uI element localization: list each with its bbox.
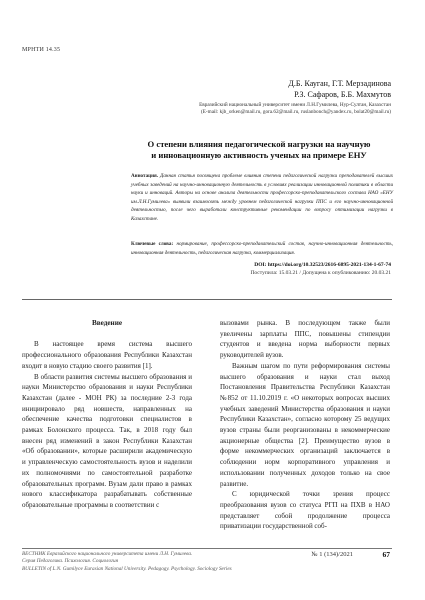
body-column-left xyxy=(22,318,192,511)
udc-code: МРНТИ 14.35 xyxy=(22,47,61,53)
abstract xyxy=(131,172,393,224)
page-number: 67 xyxy=(382,550,390,559)
submission-dates: Поступила: 15.03.21 / Допущена к опубликованию: 20.03.21 xyxy=(250,270,391,276)
article-title xyxy=(128,139,390,160)
paragraph: вызовами рынка. В последующем также были увеличены зарплаты ППС, повышены стипендии студентов и введена норма выборности первых руководителей вузов. xyxy=(220,319,390,360)
footer-divider xyxy=(22,548,392,549)
section-heading-introduction: Введение xyxy=(91,319,123,327)
abstract-label: Аннотация. xyxy=(131,173,159,179)
keywords-text: нормирование, профессорско-преподавательский состав, научно-инновационная деятельность, инновационная деятельность, педагогическая нагрузка, коммерциализация. xyxy=(131,241,393,256)
paragraph: В настоящее время система высшего профессионального образования Республики Казахстан входит в новую стадию своего развития [1]. xyxy=(22,340,192,370)
journal-line-3: BULLETIN of L.N. Gumilyov Eurasian National University. Pedagogy. Psychology. Sociology Series xyxy=(22,565,232,572)
affiliation xyxy=(175,102,391,116)
issue-number: № 1 (134)/2021 xyxy=(311,551,353,558)
authors-line-1: Д.Б. Кауган, Г.Т. Мерзадинова xyxy=(288,79,391,88)
abstract-text: Данная статья посвящена проблеме влияния степени педагогической нагрузки преподавателей высших учебных заведений на научно-инновационную деятельность в условиях реализации инновационной политики в области науки и инноваций. Авторы на основе анализа деятельности профессорско-преподавательского состава НАО «ЕНУ им.Л.Н.Гумилева» выявили взаимосвязь между уровнем педагогической нагрузки ППС и его научно-инновационной деятельностью, после чего выработали конструктивные рекомендации по вопросу оптимизации нагрузки в Казахстане. xyxy=(131,173,393,222)
paragraph: Важным шагом по пути реформирования системы высшего образования и науки стал выход Постановления Правительства Республики Казахстан №852 от 11.10.2019 г. «О некоторых вопросах высших учебных заведений Министерства образования и науки Республики Казахстан», согласно которому 25 ведущих вузов страны были реорганизованы в некоммерческие акционерные общества [2]. Преимущество вузов в форме некоммерческих организаций заключается в соблюдении норм корпоративного управления и использовании полученных доходов только на свое развитие. xyxy=(220,361,390,488)
journal-line-2: Серия Педагогика. Психология. Социология xyxy=(22,558,119,565)
keywords xyxy=(131,240,393,257)
author-list xyxy=(288,79,391,100)
affiliation-line-2: (E-mail: kjb_orken@mail.ru, gora.62@mail.ru, ruslanbonch@yandex.ru, bolat20@mail.ru) xyxy=(201,109,391,116)
journal-name xyxy=(22,551,232,573)
title-line-1: О степени влияния педагогической нагрузки на научную xyxy=(147,139,371,149)
paragraph: В области развития системы высшего образования и науки Министерство образования и науки Республики Казахстан (далее - МОН РК) за последние 2-3 года инициировало ряд новшеств, направленных на обеспечение качества подготовки специалистов в рамках Болонского процесса. Так, в 2018 году был внесен ряд изменений в закон Республики Казахстан «Об образовании», которые расширили академическую и управленческую самостоятельность вузов и наделили их полномочиями по самостоятельной разработке образовательных программ. Вузам дали право в рамках нового классификатора разрабатывать собственные образовательные программы в соответствии с xyxy=(22,372,192,509)
journal-line-1: ВЕСТНИК Евразийского национального университета имени Л.Н. Гумилева. xyxy=(22,551,193,557)
body-column-right xyxy=(220,318,390,532)
keywords-label: Ключевые слова: xyxy=(131,241,174,247)
paragraph: С юридической точки зрения процесс преобразования вузов со статуса РГП на ПХВ в НАО представляет собой продолжение процесса приватизации государственной соб- xyxy=(220,490,390,531)
authors-line-2: Р.З. Сафаров, Б.Б. Махмутов xyxy=(294,89,391,99)
doi-link[interactable]: DOI: https://doi.org/10.32523/2616-6895-2021-134-1-67-74 xyxy=(254,262,391,268)
affiliation-line-1: Евразийский национальный университет имени Л.Н.Гумилева, Нур-Султан, Казахстан xyxy=(199,102,391,108)
header-divider xyxy=(22,299,392,300)
title-line-2: и инновационную активность ученых на примере ЕНУ xyxy=(151,149,367,160)
